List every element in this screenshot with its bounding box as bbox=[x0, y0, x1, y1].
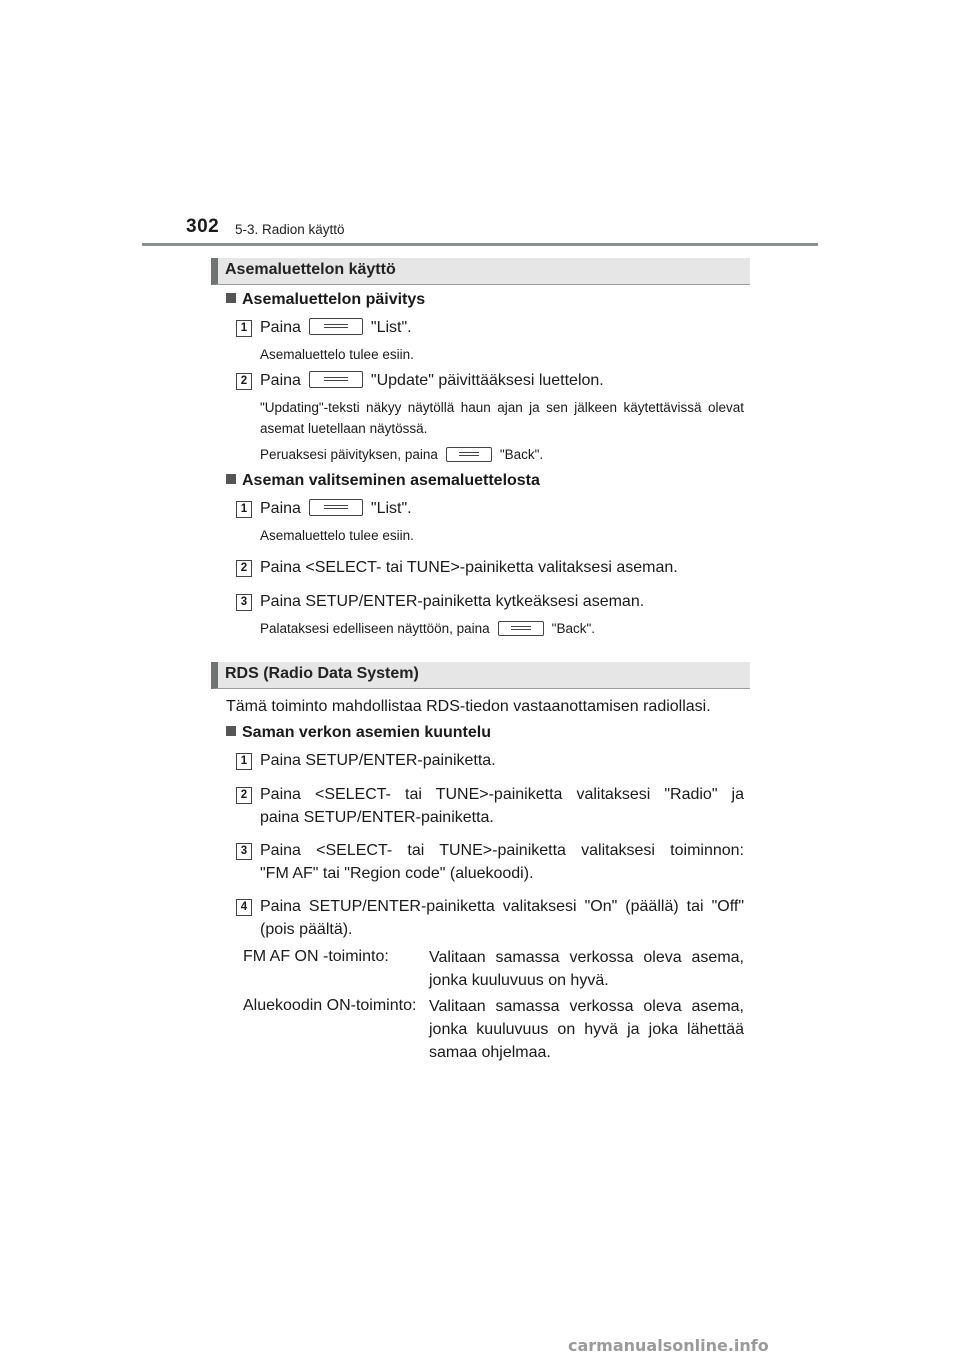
subsection-title: Asemaluettelon päivitys bbox=[226, 291, 425, 309]
step-text: Paina <SELECT- tai TUNE>-painiketta valitaksesi aseman. bbox=[260, 559, 678, 576]
step-text: Paina "List". bbox=[260, 319, 412, 336]
step-number: 2 bbox=[236, 373, 252, 390]
step-number: 3 bbox=[236, 594, 252, 611]
step-number: 3 bbox=[236, 843, 252, 860]
definition-description: Valitaan samassa verkossa oleva asema, jonka kuuluvuus on hyvä ja joka lähettää samaa ohjelmaa. bbox=[429, 998, 744, 1061]
subsection-title: Saman verkon asemien kuuntelu bbox=[226, 724, 491, 742]
button-icon bbox=[446, 447, 492, 462]
step-number: 1 bbox=[236, 753, 252, 770]
button-icon bbox=[309, 499, 363, 516]
step-note: Palataksesi edelliseen näyttöön, paina "Back". bbox=[260, 621, 596, 636]
step-text: Paina "Update" päivittääksesi luettelon. bbox=[260, 372, 604, 389]
step-text: Paina <SELECT- tai TUNE>-painiketta valitaksesi "Radio" ja paina SETUP/ENTER-painiketta. bbox=[260, 786, 744, 826]
step-note: Asemaluettelo tulee esiin. bbox=[260, 347, 414, 362]
step-note: Peruaksesi päivityksen, paina "Back". bbox=[260, 447, 544, 462]
step-text: Paina SETUP/ENTER-painiketta. bbox=[260, 752, 496, 769]
intro-text: Tämä toiminto mahdollistaa RDS-tiedon vastaanottamisen radiollasi. bbox=[226, 698, 711, 715]
section-title: RDS (Radio Data System) bbox=[225, 665, 419, 682]
definition-term: Aluekoodin ON-toiminto: bbox=[243, 997, 417, 1014]
step-text: Paina SETUP/ENTER-painiketta kytkeäksesi aseman. bbox=[260, 593, 645, 610]
square-bullet-icon bbox=[226, 474, 236, 484]
subsection-title: Aseman valitseminen asemaluettelosta bbox=[226, 472, 540, 490]
step-text: Paina SETUP/ENTER-painiketta valitaksesi "On" (päällä) tai "Off" (pois päältä). bbox=[260, 898, 744, 938]
button-icon bbox=[309, 371, 363, 388]
page-number: 302 bbox=[186, 216, 220, 237]
step-number: 2 bbox=[236, 787, 252, 804]
step-number: 1 bbox=[236, 320, 252, 337]
step-text: Paina "List". bbox=[260, 500, 412, 517]
watermark: carmanualsonline.info bbox=[568, 1336, 769, 1355]
step-text: Paina <SELECT- tai TUNE>-painiketta valitaksesi toiminnon: "FM AF" tai "Region code" (aluekoodi). bbox=[260, 842, 744, 882]
button-icon bbox=[309, 318, 363, 335]
step-number: 1 bbox=[236, 501, 252, 518]
button-icon bbox=[498, 621, 544, 636]
header-rule bbox=[142, 243, 818, 246]
definition-term: FM AF ON -toiminto: bbox=[243, 948, 389, 965]
section-title: Asemaluettelon käyttö bbox=[225, 261, 396, 278]
step-number: 2 bbox=[236, 560, 252, 577]
square-bullet-icon bbox=[226, 726, 236, 736]
chapter-title: 5-3. Radion käyttö bbox=[235, 222, 345, 237]
square-bullet-icon bbox=[226, 293, 236, 303]
step-note: Asemaluettelo tulee esiin. bbox=[260, 528, 414, 543]
step-number: 4 bbox=[236, 899, 252, 916]
definition-description: Valitaan samassa verkossa oleva asema, jonka kuuluvuus on hyvä. bbox=[429, 949, 744, 989]
section-heading bbox=[211, 662, 750, 689]
section-heading bbox=[211, 258, 750, 285]
step-note: "Updating"-teksti näkyy näytöllä haun ajan ja sen jälkeen käytettävissä olevat asemat luetellaan näytössä. bbox=[260, 400, 744, 436]
